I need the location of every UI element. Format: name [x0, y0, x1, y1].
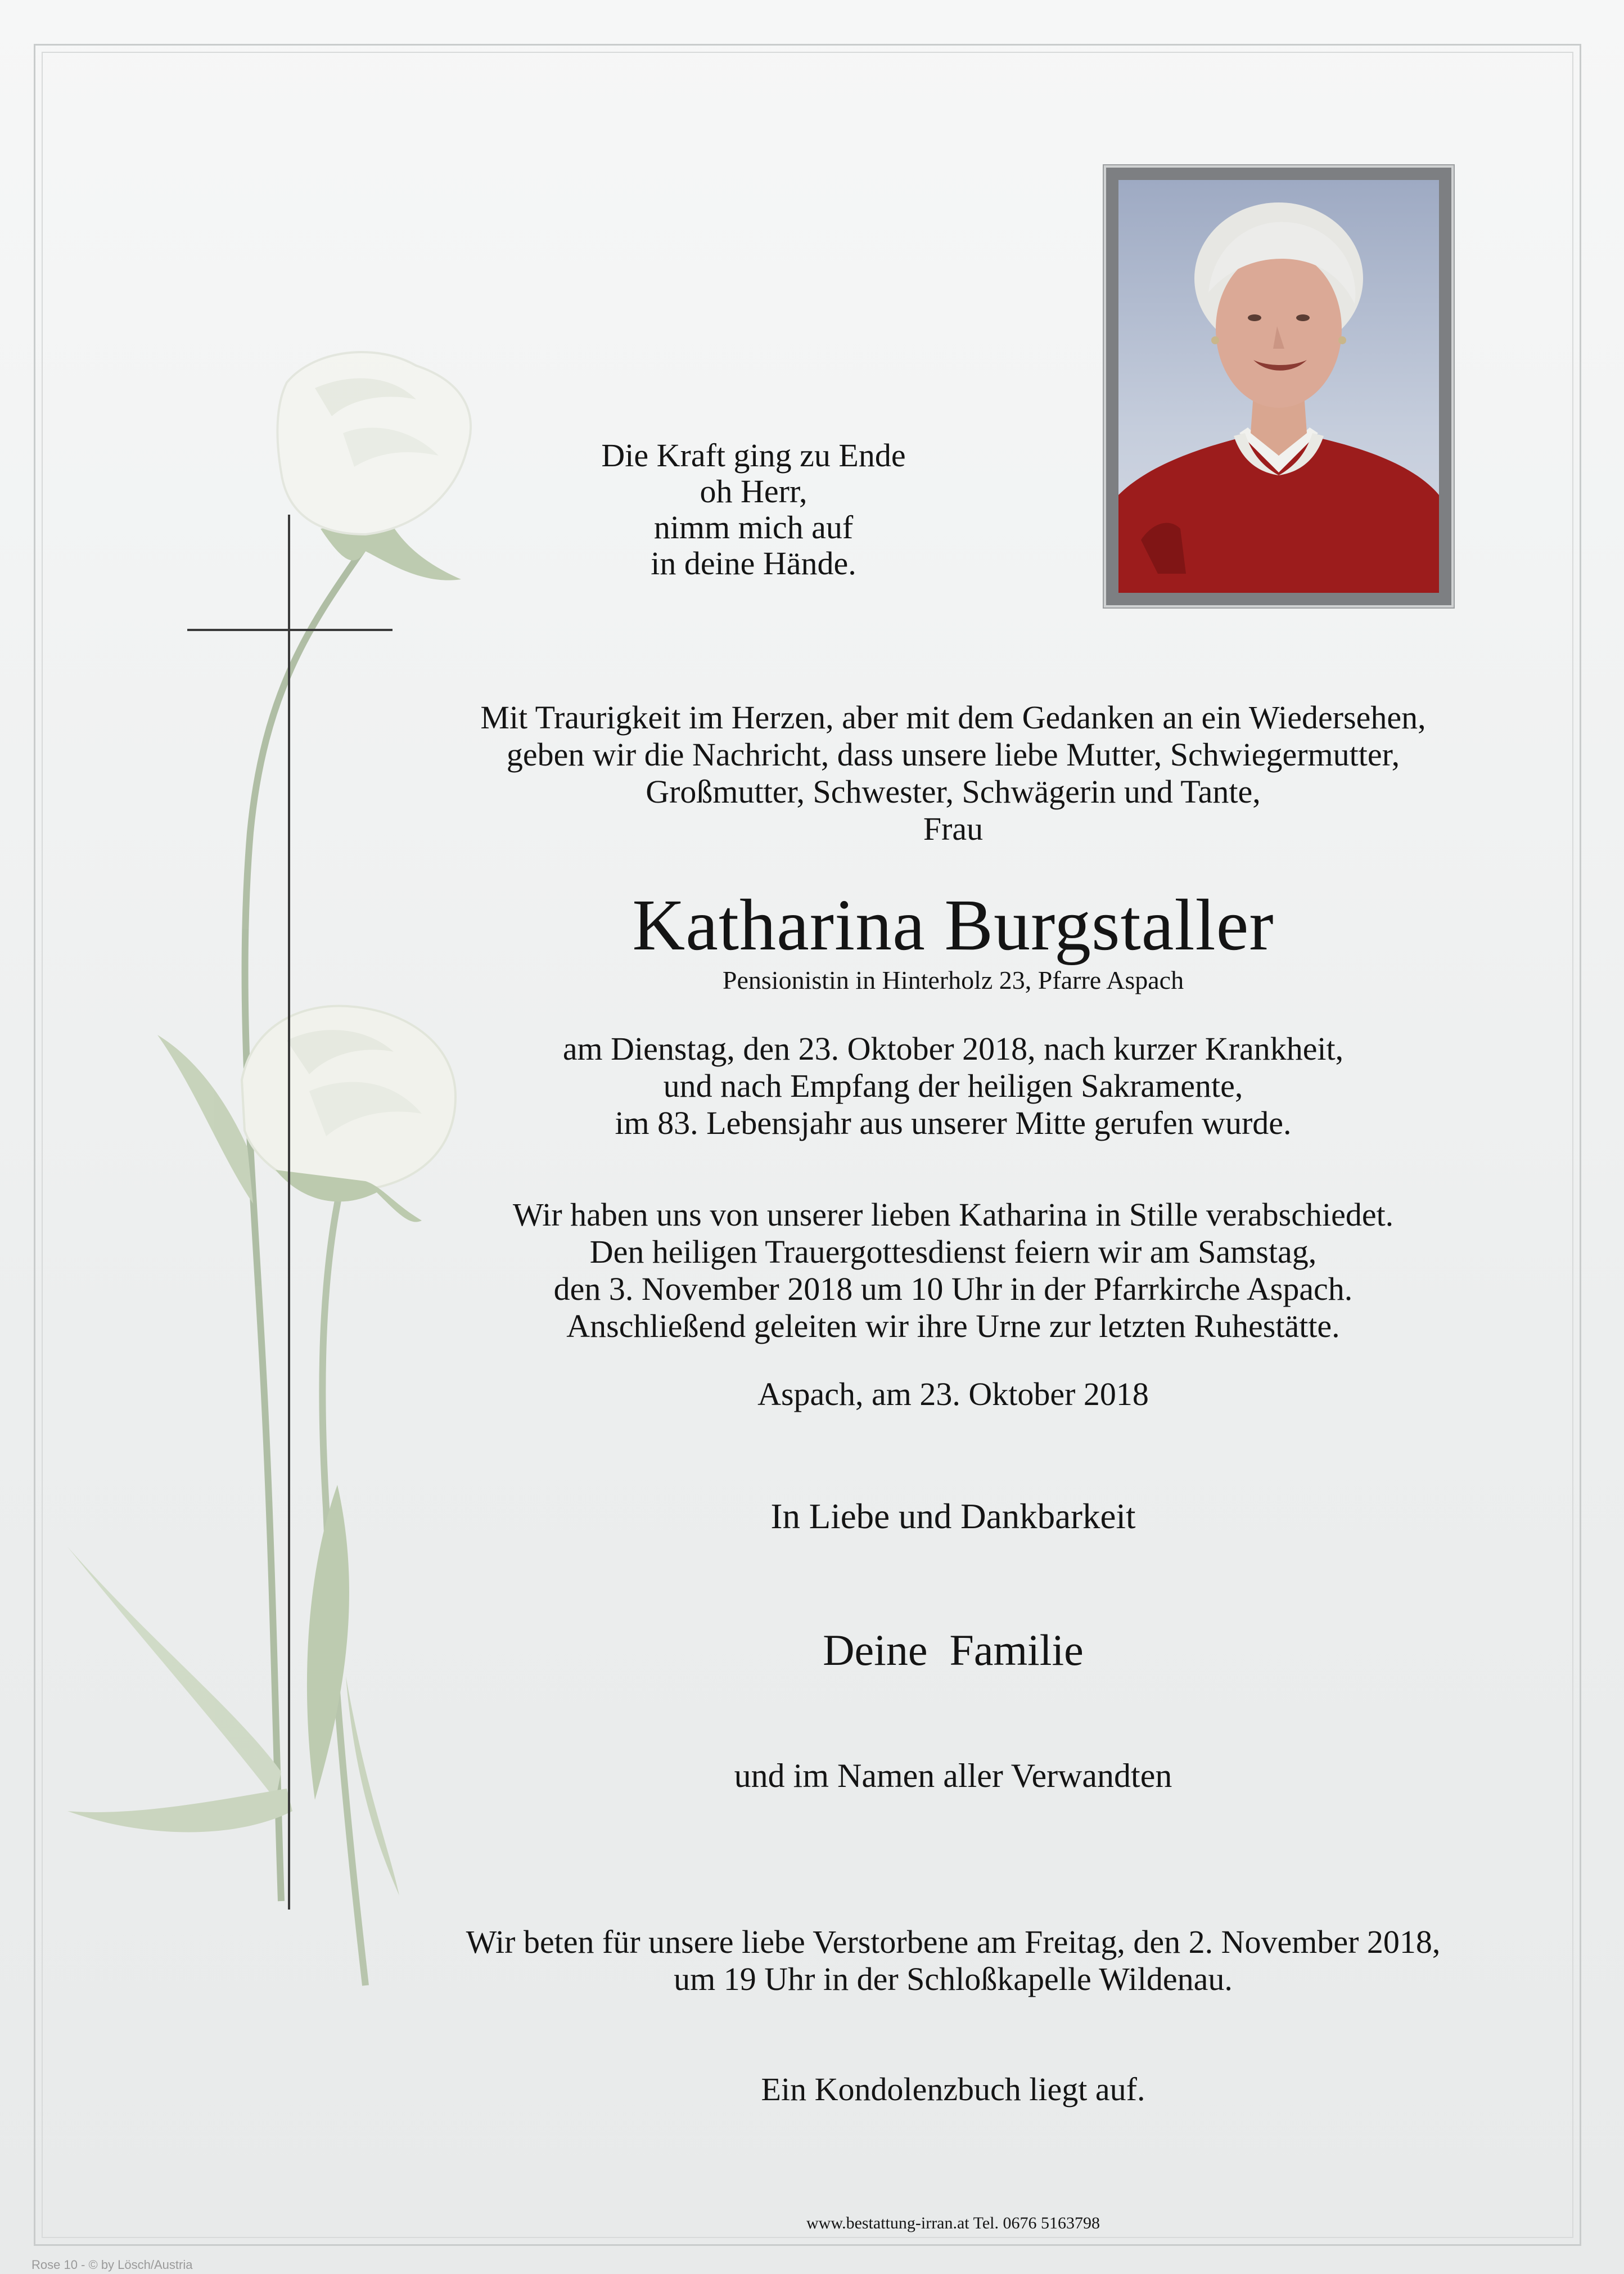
farewell-line: Anschließend geleiten wir ihre Urne zur letzten Ruhestätte.	[566, 1308, 1340, 1344]
condolence-book-note: Ein Kondolenzbuch liegt auf.	[761, 2071, 1145, 2108]
footer-contact: www.bestattung-irran.at Tel. 0676 5163798	[806, 2214, 1100, 2232]
intro-line: Mit Traurigkeit im Herzen, aber mit dem Gedanken an ein Wiedersehen,	[480, 699, 1426, 736]
deceased-name: Katharina Burgstaller	[632, 885, 1274, 966]
closing-love: In Liebe und Dankbarkeit	[770, 1497, 1136, 1536]
verse	[562, 438, 945, 582]
image-credit: Rose 10 - © by Lösch/Austria	[31, 2258, 193, 2272]
place-date: Aspach, am 23. Oktober 2018	[757, 1376, 1149, 1412]
portrait-photo	[1104, 165, 1454, 607]
farewell-line: Den heiligen Trauergottesdienst feiern wir am Samstag,	[589, 1233, 1317, 1270]
death-notice-line: im 83. Lebensjahr aus unserer Mitte gerufen wurde.	[615, 1105, 1292, 1141]
intro-paragraph	[394, 699, 1513, 848]
farewell-line: Wir haben uns von unserer lieben Katharina in Stille verabschiedet.	[512, 1196, 1394, 1233]
intro-line: Großmutter, Schwester, Schwägerin und Tante,	[646, 773, 1261, 810]
verse-line: Die Kraft ging zu Ende	[601, 437, 906, 474]
portrait-image	[1118, 180, 1439, 593]
closing-family: Deine Familie	[823, 1625, 1084, 1674]
prayer-line: um 19 Uhr in der Schloßkapelle Wildenau.	[674, 1961, 1233, 1997]
closing-relatives: und im Namen aller Verwandten	[734, 1757, 1172, 1794]
cross-bar	[187, 629, 393, 631]
death-notice-line: am Dienstag, den 23. Oktober 2018, nach kurzer Krankheit,	[562, 1030, 1344, 1067]
prayer-paragraph	[394, 1924, 1513, 1998]
verse-line: nimm mich auf	[653, 509, 854, 546]
death-notice	[478, 1030, 1428, 1142]
verse-line: oh Herr,	[700, 473, 808, 510]
intro-line: Frau	[923, 810, 984, 847]
death-notice-line: und nach Empfang der heiligen Sakramente,	[663, 1068, 1243, 1104]
prayer-line: Wir beten für unsere liebe Verstorbene am Freitag, den 2. November 2018,	[466, 1924, 1441, 1960]
cross-icon	[288, 515, 290, 1910]
verse-line: in deine Hände.	[651, 545, 856, 582]
farewell-paragraph	[450, 1196, 1456, 1345]
farewell-line: den 3. November 2018 um 10 Uhr in der Pfarrkirche Aspach.	[553, 1271, 1353, 1307]
deceased-occupation: Pensionistin in Hinterholz 23, Pfarre Aspach	[722, 966, 1184, 994]
white-rose-illustration	[51, 326, 478, 2081]
intro-line: geben wir die Nachricht, dass unsere liebe Mutter, Schwiegermutter,	[506, 736, 1400, 773]
